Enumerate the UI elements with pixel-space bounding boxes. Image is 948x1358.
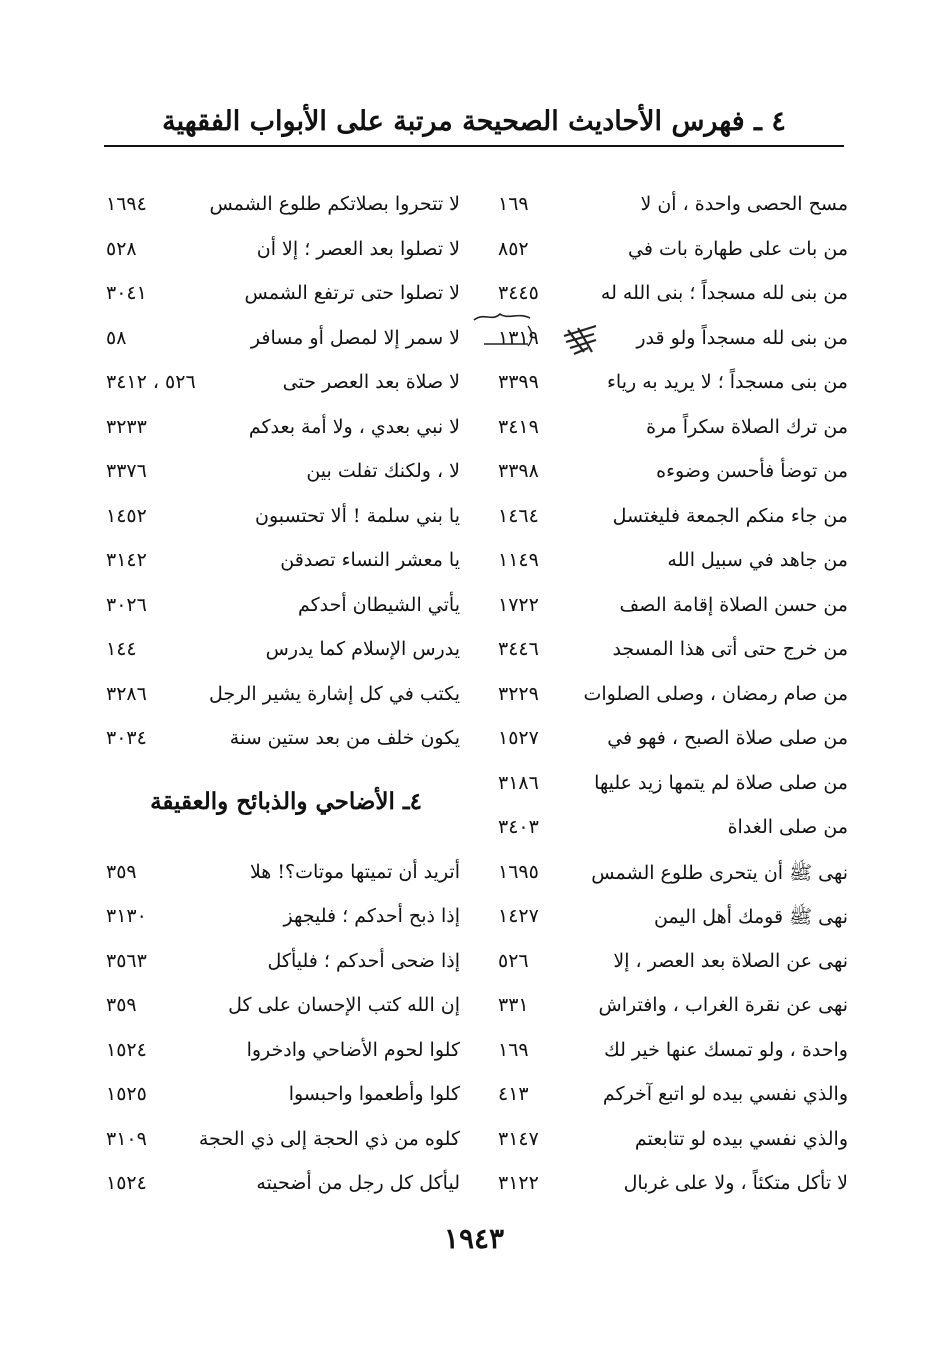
entry-text: نهى عن الصلاة بعد العصر ، إلا xyxy=(613,949,848,972)
entry-number: ٣٢٨٦ xyxy=(106,682,147,705)
index-entry xyxy=(490,632,848,677)
entry-text: يأتي الشيطان أحدكم xyxy=(297,593,460,616)
entry-text: من بنى لله مسجداً ولو قدر xyxy=(636,326,848,349)
index-entry xyxy=(490,588,848,633)
entry-number: ٥٨ xyxy=(106,326,127,349)
entry-number: ٣١٤٢ xyxy=(106,549,147,571)
left-column xyxy=(100,187,460,1211)
entry-text: يكتب في كل إشارة يشير الرجل xyxy=(209,682,460,705)
index-entry xyxy=(100,944,460,989)
index-entry xyxy=(490,365,848,410)
right-column xyxy=(490,187,848,1211)
entry-number: ١٤٦٤ xyxy=(498,504,539,527)
entry-text: إن الله كتب الإحسان على كل xyxy=(228,994,460,1016)
index-entry xyxy=(100,232,460,277)
entry-text: نهى ﷺ أن يتحرى طلوع الشمس xyxy=(591,861,848,884)
entry-number: ٣٤٤٥ xyxy=(498,282,539,304)
entry-text: نهى ﷺ قومك أهل اليمن xyxy=(653,906,848,928)
index-entry xyxy=(100,677,460,722)
section-title: ٤ـ الأضاحي والذبائح والعقيقة xyxy=(150,787,422,815)
entry-number: ٣٠٢٦ xyxy=(106,593,147,616)
entry-number: ٣٠٤١ xyxy=(106,282,147,304)
entry-text: يكون خلف من بعد ستين سنة xyxy=(229,727,460,749)
entry-text: من بنى لله مسجداً ؛ بنى الله له xyxy=(600,282,848,304)
entry-number: ١٦٩ xyxy=(498,1038,529,1061)
entry-number: ١٤٥٢ xyxy=(106,504,147,527)
entry-number: ٣٢٢٩ xyxy=(498,682,539,705)
index-entry xyxy=(490,899,848,944)
index-entry xyxy=(100,1122,460,1167)
index-entry xyxy=(100,588,460,633)
index-entry xyxy=(490,232,848,277)
index-entry xyxy=(100,187,460,232)
entry-text: لا سمر إلا لمصل أو مسافر xyxy=(250,326,460,349)
entry-number: ٣١٨٦ xyxy=(498,771,539,794)
entry-number: ٥٢٦ ، ٣٤١٢ xyxy=(106,371,196,393)
handwritten-margin-mark xyxy=(560,318,600,358)
index-entry xyxy=(100,276,460,321)
entry-number: ١٦٩٥ xyxy=(498,860,539,883)
index-entry xyxy=(100,365,460,410)
entry-number: ١١٤٩ xyxy=(498,549,539,571)
entry-number: ٣٤٠٣ xyxy=(498,816,539,838)
entry-text: كلوه من ذي الحجة إلى ذي الحجة xyxy=(198,1127,460,1150)
entry-text: من بنى مسجداً ؛ لا يريد به رياء xyxy=(607,371,848,393)
entry-text: من جاء منكم الجمعة فليغتسل xyxy=(612,504,848,527)
entry-number: ٣٣٩٩ xyxy=(498,371,539,393)
entry-text: والذي نفسي بيده لو تتابعتم xyxy=(634,1127,848,1150)
entry-number: ١٧٢٢ xyxy=(498,593,539,616)
entry-number: ٣٣٧٦ xyxy=(106,460,147,482)
entry-number: ١٤٢٧ xyxy=(498,905,539,927)
handwritten-annotation xyxy=(470,308,536,352)
entry-number: ١٦٩٤ xyxy=(106,193,147,215)
index-entry xyxy=(490,321,848,366)
entry-number: ٣٣١ xyxy=(498,994,529,1016)
index-entry xyxy=(100,1166,460,1211)
index-entry xyxy=(100,499,460,544)
entry-number: ١٦٩ xyxy=(498,193,529,215)
entry-text: كلوا لحوم الأضاحي وادخروا xyxy=(246,1038,460,1061)
index-entry xyxy=(100,543,460,588)
entry-number: ٥٢٨ xyxy=(106,237,137,260)
entry-number: ٣٠٣٤ xyxy=(106,727,147,749)
index-entry xyxy=(490,810,848,855)
entry-number: ١٥٢٧ xyxy=(498,727,539,749)
index-entry xyxy=(490,1122,848,1167)
entry-text: إذا ضحى أحدكم ؛ فليأكل xyxy=(267,949,460,972)
entry-text: من صلى الغداة xyxy=(727,816,848,838)
entry-text: لا تصلوا حتى ترتفع الشمس xyxy=(244,282,460,304)
index-entry xyxy=(100,321,460,366)
index-entry xyxy=(100,899,460,944)
entry-number: ٣٥٩ xyxy=(106,994,137,1016)
index-entry xyxy=(100,632,460,677)
entry-text: واحدة ، ولو تمسك عنها خير لك xyxy=(604,1038,848,1061)
entry-text: لا تصلوا بعد العصر ؛ إلا أن xyxy=(256,237,460,260)
index-entry xyxy=(100,454,460,499)
entry-number: ١٥٢٤ xyxy=(106,1038,147,1061)
index-entry xyxy=(490,1033,848,1078)
entry-number: ٨٥٢ xyxy=(498,237,529,260)
index-entry xyxy=(100,410,460,455)
page-number: ١٩٤٣ xyxy=(443,1222,505,1255)
entry-text: نهى عن نقرة الغراب ، وافتراش xyxy=(598,994,848,1016)
entry-number: ٣٣٩٨ xyxy=(498,460,539,482)
entry-number: ٣٤١٩ xyxy=(498,415,539,438)
page-title: ٤ ـ فهرس الأحاديث الصحيحة مرتبة على الأبواب الفقهية xyxy=(162,106,786,137)
entry-number: ١٥٢٥ xyxy=(106,1083,147,1105)
index-entry xyxy=(490,187,848,232)
entry-text: من بات على طهارة بات في xyxy=(628,237,848,260)
index-entry xyxy=(490,276,848,321)
entry-number: ٤١٣ xyxy=(498,1083,529,1105)
header-rule xyxy=(104,145,844,147)
entry-number: ١٤٤ xyxy=(106,638,137,660)
index-entry xyxy=(490,543,848,588)
entry-text: من صلى صلاة الصبح ، فهو في xyxy=(607,727,848,749)
entry-text: من ترك الصلاة سكراً مرة xyxy=(646,415,848,438)
index-entry xyxy=(100,721,460,766)
entry-number: ٣١٣٠ xyxy=(106,905,147,927)
section-heading xyxy=(100,766,460,855)
entry-text: يا بني سلمة ! ألا تحتسبون xyxy=(254,504,460,527)
index-entry xyxy=(490,410,848,455)
entry-number: ٣٤٤٦ xyxy=(498,638,539,660)
entry-number: ٣٥٩ xyxy=(106,860,137,883)
entry-number: ٥٢٦ xyxy=(498,949,529,972)
entry-text: ليأكل كل رجل من أضحيته xyxy=(256,1172,460,1194)
entry-text: مسح الحصى واحدة ، أن لا xyxy=(640,193,848,215)
index-entry xyxy=(490,499,848,544)
entry-number: ٣١٢٢ xyxy=(498,1172,539,1194)
entry-text: لا صلاة بعد العصر حتى xyxy=(282,371,460,393)
entry-text: أتريد أن تميتها موتات؟! هلا xyxy=(249,860,460,883)
entry-number: ٣١٤٧ xyxy=(498,1127,539,1150)
index-entry xyxy=(100,1077,460,1122)
index-entry xyxy=(490,721,848,766)
entry-number: ٣١٠٩ xyxy=(106,1127,147,1150)
entry-number: ١٥٢٤ xyxy=(106,1172,147,1194)
entry-text: من جاهد في سبيل الله xyxy=(667,549,848,571)
entry-text: يا معشر النساء تصدقن xyxy=(280,549,460,571)
entry-text: كلوا وأطعموا واحبسوا xyxy=(288,1083,460,1105)
entry-number: ٣٢٣٣ xyxy=(106,415,147,438)
index-entry xyxy=(490,766,848,811)
index-entry xyxy=(490,677,848,722)
index-entry xyxy=(490,454,848,499)
entry-text: لا تأكل متكئاً ، ولا على غربال xyxy=(623,1172,848,1194)
entry-text: من صلى صلاة لم يتمها زيد عليها xyxy=(594,771,848,794)
entry-number: ٣٥٦٣ xyxy=(106,949,147,972)
entry-text: من خرج حتى أتى هذا المسجد xyxy=(612,638,848,660)
index-entry xyxy=(100,855,460,900)
entry-number: ١٣١٩ xyxy=(498,326,539,349)
index-entry xyxy=(490,1077,848,1122)
entry-text: يدرس الإسلام كما يدرس xyxy=(265,638,460,660)
index-entry xyxy=(490,944,848,989)
index-entry xyxy=(490,855,848,900)
index-entry xyxy=(100,1033,460,1078)
entry-text: إذا ذبح أحدكم ؛ فليجهز xyxy=(283,905,460,927)
index-entry xyxy=(100,988,460,1033)
entry-text: من توضأ فأحسن وضوءه xyxy=(656,460,848,482)
entry-text: من صام رمضان ، وصلى الصلوات xyxy=(583,682,848,705)
entry-text: من حسن الصلاة إقامة الصف xyxy=(619,593,848,616)
entry-text: لا نبي بعدي ، ولا أمة بعدكم xyxy=(248,415,460,438)
entry-text: والذي نفسي بيده لو اتبع آخركم xyxy=(602,1083,848,1105)
index-entry xyxy=(490,988,848,1033)
index-entry xyxy=(490,1166,848,1211)
entry-text: لا ، ولكنك تفلت بين xyxy=(306,460,460,482)
entry-text: لا تتحروا بصلاتكم طلوع الشمس xyxy=(209,193,460,215)
